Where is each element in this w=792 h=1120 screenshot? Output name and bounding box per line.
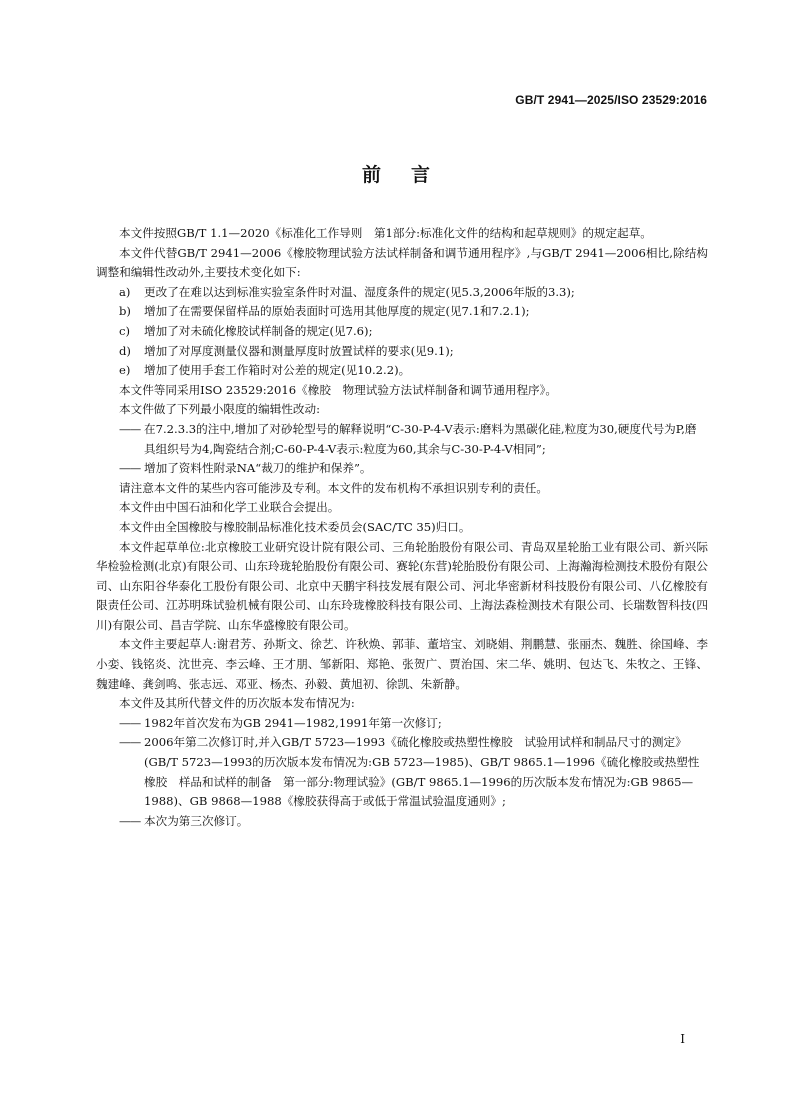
list-item <box>96 342 708 362</box>
list-item-label: e) <box>119 363 131 378</box>
proposer-paragraph: 本文件由中国石油和化学工业联合会提出。 <box>119 500 340 515</box>
dash-mark: —— <box>119 813 141 828</box>
committee-paragraph: 本文件由全国橡胶与橡胶制品标准化技术委员会(SAC/TC 35)归口。 <box>119 519 471 534</box>
list-item <box>96 812 708 832</box>
list-item-text: 增加了对厚度测量仪器和测量厚度时放置试样的要求(见9.1); <box>144 343 454 358</box>
list-item-text: 本次为第三次修订。 <box>144 813 249 828</box>
document-number-header: GB/T 2941—2025/ISO 23529:2016 <box>515 93 707 107</box>
list-item-text: 2006年第二次修订时,并入GB/T 5723—1993《硫化橡胶或热塑性橡胶 试验用试样和制品尺寸的测定》(GB/T 5723—1993的历次版本发布情况为:GB 5723—1985)、GB/T 9865.1—1996《硫化橡胶或热塑性橡胶 样品和试样的制备 第一部分:物理试验》(GB/T 9865.1—1996的历次版本发布情况为:GB 9865—1988)、GB 9868—1988《橡胶获得高于或低于常温试验温度通则》; <box>144 735 700 809</box>
list-item-label: c) <box>119 323 131 338</box>
list-item <box>96 322 708 342</box>
list-item-label: a) <box>119 284 131 299</box>
list-item <box>96 283 708 303</box>
replacement-paragraph: 本文件代替GB/T 2941—2006《橡胶物理试验方法试样制备和调节通用程序》,与GB/T 2941—2006相比,除结构调整和编辑性改动外,主要技术变化如下: <box>96 245 708 280</box>
list-item <box>96 361 708 381</box>
page-number: I <box>680 1032 685 1046</box>
list-item-label: b) <box>119 304 131 319</box>
patent-notice: 请注意本文件的某些内容可能涉及专利。本文件的发布机构不承担识别专利的责任。 <box>119 480 548 495</box>
dash-mark: —— <box>119 735 141 750</box>
drafters-paragraph: 本文件主要起草人:谢君芳、孙斯文、徐艺、许秋焕、郭菲、董培宝、刘晓娟、荆鹏慧、张丽杰、魏胜、徐国峰、李小娈、钱铭炎、沈世亮、李云峰、王才朋、邹新阳、郑艳、张贺广、贾治国、宋二华、姚明、包达飞、朱牧之、王锋、魏建峰、龚剑鸣、张志远、邓亚、杨杰、孙毅、黄旭初、徐凯、朱新静。 <box>96 637 708 691</box>
adoption-paragraph: 本文件等同采用ISO 23529:2016《橡胶 物理试验方法试样制备和调节通用程序》。 <box>119 382 558 397</box>
list-item <box>96 733 708 811</box>
list-item <box>96 302 708 322</box>
list-item-text: 增加了资料性附录NA“裁刀的维护和保养”。 <box>144 461 372 476</box>
list-item-text: 1982年首次发布为GB 2941—1982,1991年第一次修订; <box>144 715 442 730</box>
list-item-label: d) <box>119 343 131 358</box>
editorial-changes-list <box>96 420 708 479</box>
technical-changes-list <box>96 283 708 381</box>
dash-mark: —— <box>119 461 141 476</box>
document-body <box>96 224 708 831</box>
dash-mark: —— <box>119 421 141 436</box>
list-item <box>96 714 708 734</box>
page-title: 前言 <box>361 164 460 186</box>
list-item-text: 增加了使用手套工作箱时对公差的规定(见10.2.2)。 <box>144 363 411 378</box>
dash-mark: —— <box>119 715 141 730</box>
editorial-changes-intro: 本文件做了下列最小限度的编辑性改动: <box>119 402 321 417</box>
drafting-units-paragraph: 本文件起草单位:北京橡胶工业研究设计院有限公司、三角轮胎股份有限公司、青岛双星轮胎工业有限公司、新兴际华检验检测(北京)有限公司、山东玲珑轮胎股份有限公司、赛轮(东营)轮胎股份有限公司、上海瀚海检测技术股份有限公司、山东阳谷华泰化工股份有限公司、北京中天鹏宇科技发展有限公司、河北华密新材科技股份有限公司、八亿橡胶有限责任公司、江苏明珠试验机械有限公司、山东玲珑橡胶科技有限公司、上海法森检测技术有限公司、长瑞数智科技(四川)有限公司、昌吉学院、山东华盛橡胶有限公司。 <box>96 539 708 632</box>
list-item-text: 增加了在需要保留样品的原始表面时可选用其他厚度的规定(见7.1和7.2.1); <box>144 304 530 319</box>
intro-paragraph: 本文件按照GB/T 1.1—2020《标准化工作导则 第1部分:标准化文件的结构和起草规则》的规定起草。 <box>119 226 652 240</box>
list-item-text: 增加了对未硫化橡胶试样制备的规定(见7.6); <box>144 323 373 338</box>
history-intro: 本文件及其所代替文件的历次版本发布情况为: <box>119 696 355 711</box>
list-item <box>96 420 708 459</box>
list-item-text: 在7.2.3.3的注中,增加了对砂轮型号的解释说明“C-30-P-4-V表示:磨料为黑碳化硅,粒度为30,硬度代号为P,磨具组织号为4,陶瓷结合剂;C-60-P-4-V表示:粒度为60,其余与C-30-P-4-V相同”; <box>144 421 697 456</box>
version-history-list <box>96 714 708 832</box>
list-item <box>96 459 708 479</box>
list-item-text: 更改了在难以达到标准实验室条件时对温、湿度条件的规定(见5.3,2006年版的3.3); <box>144 284 575 299</box>
